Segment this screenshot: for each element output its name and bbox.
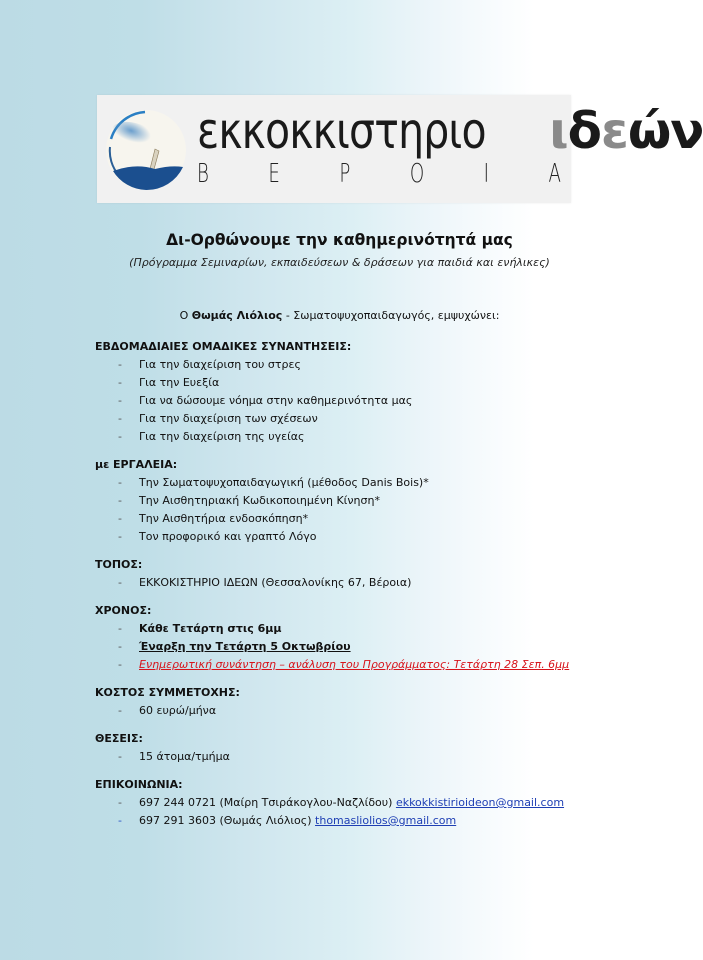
dash-bullet: -: [118, 622, 122, 635]
list-item: [95, 474, 569, 492]
logo-city-letter: Α: [548, 159, 561, 189]
logo-wordmark: [197, 101, 703, 161]
section-contact: [95, 776, 569, 830]
list-item-text: Για την διαχείριση του στρες: [139, 358, 301, 371]
section-title: ΘΕΣΕΙΣ:: [95, 732, 143, 745]
list-item-text: Για την Ευεξία: [139, 376, 220, 389]
logo-letter: ε: [600, 102, 628, 160]
list-item: [95, 374, 569, 392]
contact-item: [95, 794, 569, 812]
dash-bullet: -: [118, 576, 122, 589]
page-subtitle: (Πρόγραμμα Σεμιναρίων, εκπαιδεύσεων & δράσεων για παιδιά και ενήλικες): [129, 256, 550, 269]
list-item-text: Την Σωματοψυχοπαιδαγωγική (μέθοδος Danis Bois)*: [139, 476, 429, 489]
logo-city: [197, 159, 561, 189]
list-item-text: Την Αισθητηριακή Κωδικοποιημένη Κίνηση*: [139, 494, 380, 507]
contact-phone-name: 697 244 0721 (Μαίρη Τσιράκογλου-Ναζλίδου): [139, 796, 393, 809]
dash-bullet: -: [118, 376, 122, 389]
dash-bullet: -: [118, 814, 122, 827]
logo-city-letter: Ο: [409, 159, 425, 189]
list-item-text: Έναρξη την Τετάρτη 5 Οκτωβρίου: [139, 640, 351, 653]
dash-bullet: -: [118, 430, 122, 443]
list-item-text: Για την διαχείριση της υγείας: [139, 430, 305, 443]
logo-city-letter: Ι: [483, 159, 490, 189]
globe-with-lighthouse-icon: [105, 109, 187, 191]
section-title: ΤΟΠΟΣ:: [95, 558, 143, 571]
logo-city-letter: Ρ: [339, 159, 351, 189]
page-title: Δι-Ορθώνουμε την καθημερινότητά μας: [166, 231, 513, 249]
section-title: με ΕΡΓΑΛΕΙΑ:: [95, 458, 178, 471]
list-item: [95, 356, 569, 374]
logo-city-letter: Β: [197, 159, 209, 189]
dash-bullet: -: [118, 796, 122, 809]
section-title: ΧΡΟΝΟΣ:: [95, 604, 152, 617]
email-link[interactable]: ekkokkistirioideon@gmail.com: [395, 796, 565, 809]
section-title: ΕΒΔΟΜΑΔΙΑΙΕΣ ΟΜΑΔΙΚΕΣ ΣΥΝΑΝΤΗΣΕΙΣ:: [95, 340, 352, 353]
program-content: [95, 338, 569, 840]
info-meeting-highlight: Ενημερωτική συνάντηση – ανάλυση του Προγράμματος: Τετάρτη 28 Σεπ. 6μμ: [139, 658, 570, 671]
list-item-text: Τον προφορικό και γραπτό Λόγο: [139, 530, 317, 543]
logo-word-part1: εκκοκκιστηριο: [197, 102, 486, 160]
list-item-text: Την Αισθητήρια ενδοσκόπηση*: [139, 512, 309, 525]
section-tools: [95, 456, 569, 546]
logo-letter: ν: [670, 102, 703, 160]
list-item: [95, 410, 569, 428]
list-item-text: ΕΚΚΟΚΙΣΤΗΡΙΟ ΙΔΕΩΝ (Θεσσαλονίκης 67, Βέροια): [139, 576, 412, 589]
logo-city-letter: Ε: [268, 159, 280, 189]
dash-bullet: -: [118, 512, 122, 525]
list-item-text: 60 ευρώ/μήνα: [139, 704, 217, 717]
dash-bullet: -: [118, 358, 122, 371]
list-item: [95, 392, 569, 410]
dash-bullet: -: [118, 750, 122, 763]
section-title: ΕΠΙΚΟΙΝΩΝΙΑ:: [95, 778, 183, 791]
list-item: [95, 620, 569, 638]
email-link[interactable]: thomasliolios@gmail.com: [315, 814, 457, 827]
list-item: [95, 428, 569, 446]
contact-item: [95, 812, 569, 830]
section-weekly-meetings: [95, 338, 569, 446]
dash-bullet: -: [118, 530, 122, 543]
dash-bullet: -: [118, 640, 122, 653]
list-item: [95, 656, 569, 674]
list-item-text: Για την διαχείριση των σχέσεων: [139, 412, 318, 425]
dash-bullet: -: [118, 412, 122, 425]
list-item: [95, 528, 569, 546]
dash-bullet: -: [118, 658, 122, 671]
section-place: [95, 556, 569, 592]
logo-letter: δ: [567, 102, 601, 160]
section-cost: [95, 684, 569, 720]
list-item: [95, 492, 569, 510]
list-item-text: Για να δώσουμε νόημα στην καθημερινότητα μας: [139, 394, 413, 407]
list-item: [95, 748, 569, 766]
list-item: [95, 638, 569, 656]
list-item: [95, 702, 569, 720]
contact-phone-name: 697 291 3603 (Θωμάς Λιόλιος): [139, 814, 312, 827]
intro-prefix: Ο: [179, 309, 192, 322]
list-item-text: Κάθε Τετάρτη στις 6μμ: [139, 622, 282, 635]
section-time: [95, 602, 569, 674]
dash-bullet: -: [118, 476, 122, 489]
logo-letter: ι: [549, 102, 568, 160]
logo-letter: ώ: [627, 102, 671, 160]
intro-name: Θωμάς Λιόλιος: [191, 309, 283, 322]
section-title: ΚΟΣΤΟΣ ΣΥΜΜΕΤΟΧΗΣ:: [95, 686, 240, 699]
intro-suffix: - Σωματοψυχοπαιδαγωγός, εμψυχώνει:: [282, 309, 500, 322]
list-item: [95, 510, 569, 528]
list-item: [95, 574, 569, 592]
intro-line: [0, 309, 679, 322]
dash-bullet: -: [118, 704, 122, 717]
logo-banner: [97, 95, 703, 203]
list-item-text: 15 άτομα/τμήμα: [139, 750, 230, 763]
dash-bullet: -: [118, 494, 122, 507]
dash-bullet: -: [118, 394, 122, 407]
section-seats: [95, 730, 569, 766]
